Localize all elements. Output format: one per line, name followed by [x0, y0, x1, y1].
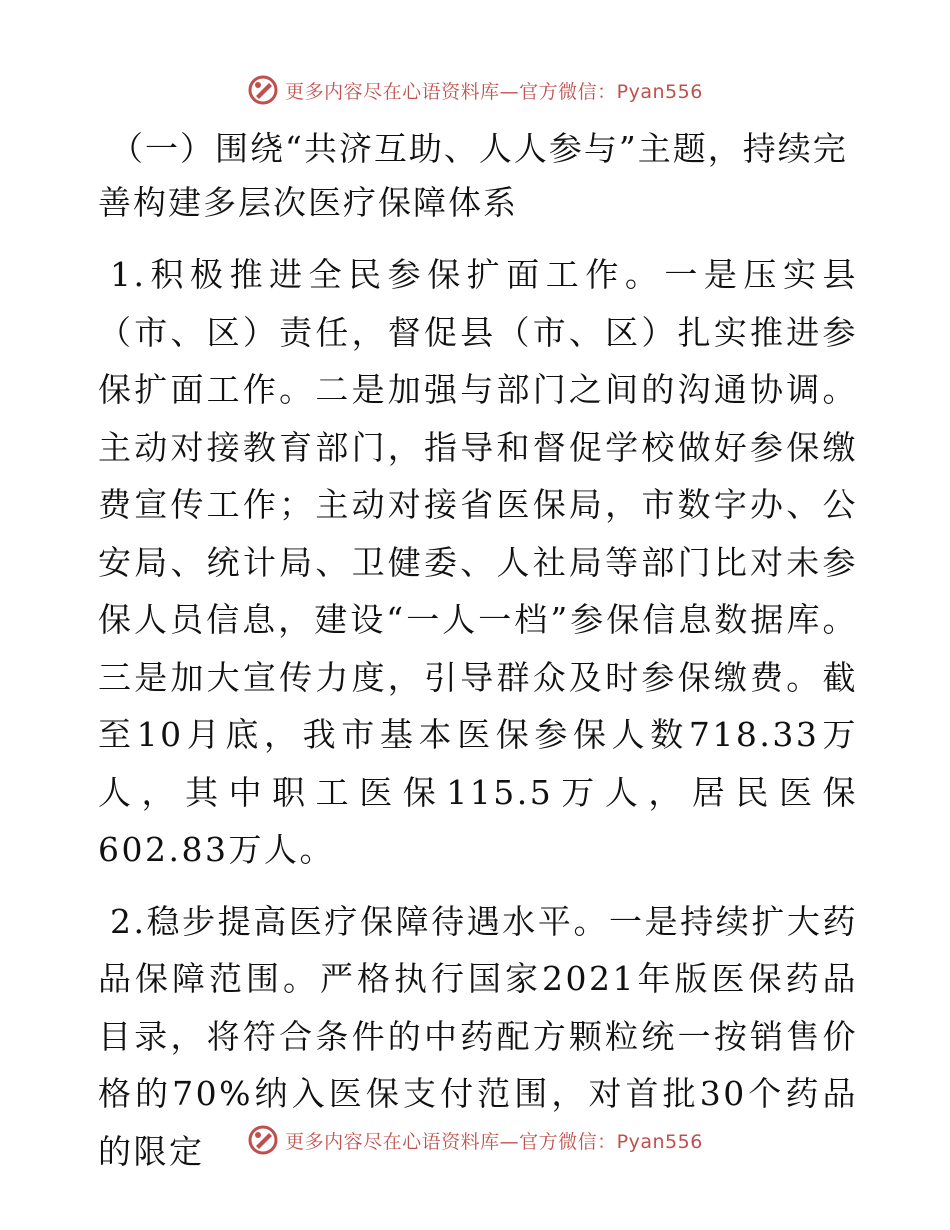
document-body — [98, 122, 858, 1194]
brand-logo-icon — [247, 1124, 279, 1156]
brand-logo-icon — [247, 74, 279, 106]
watermark-text: 更多内容尽在心语资料库—官方微信：Pyan556 — [285, 1130, 703, 1153]
paragraph-2: 2.稳步提高医疗保障待遇水平。一是持续扩大药品保障范围。严格执行国家2021年版医保药品目录，将符合条件的中药配方颗粒统一按销售价格的70%纳入医保支付范围，对首批30个药品的限定 — [98, 901, 858, 1171]
section-heading: （一）围绕“共济互助、人人参与”主题，持续完善构建多层次医疗保障体系 — [98, 129, 848, 222]
paragraph-1: 1.积极推进全民参保扩面工作。一是压实县（市、区）责任，督促县（市、区）扎实推进参保扩面工作。二是加强与部门之间的沟通协调。主动对接教育部门，指导和督促学校做好参保缴费宣传工作；主动对接省医保局，市数字办、公安局、统计局、卫健委、人社局等部门比对未参保人员信息，建设“一人一档”参保信息数据库。三是加大宣传力度，引导群众及时参保缴费。截至10月底，我市基本医保参保人数718.33万人，其中职工医保115.5万人，居民医保602.83万人。 — [98, 255, 858, 869]
watermark-footer — [0, 1122, 950, 1158]
watermark-text: 更多内容尽在心语资料库—官方微信：Pyan556 — [285, 80, 703, 103]
watermark-header — [0, 72, 950, 108]
